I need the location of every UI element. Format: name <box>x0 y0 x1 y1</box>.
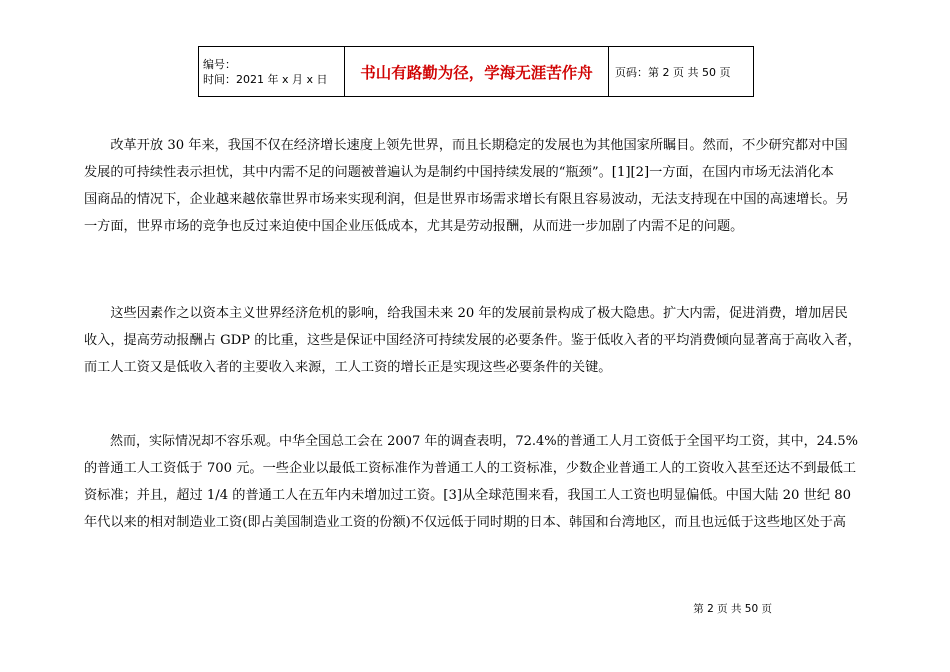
paragraph-1 <box>84 132 864 240</box>
header-motto: 书山有路勤为径，学海无涯苦作舟 <box>345 47 609 97</box>
paragraph-2 <box>84 300 864 381</box>
paragraph-line: 然而，实际情况却不容乐观。中华全国总工会在 2007 年的调查表明，72.4%的普通工人月工资低于全国平均工资，其中，24.5% <box>84 434 858 449</box>
header-info-cell <box>199 47 345 97</box>
paragraph-line: 收入，提高劳动报酬占 GDP 的比重，这些是保证中国经济可持续发展的必要条件。鉴于低收入者的平均消费倾向显著高于高收入者， <box>84 333 861 348</box>
header-page-code: 页码：第 2 页 共 50 页 <box>609 47 754 97</box>
document-header-table <box>198 46 754 97</box>
paragraph-line: 的普通工人工资低于 700 元。一些企业以最低工资标准作为普通工人的工资标准，少数企业普通工人的工资收入甚至还达不到最低工 <box>84 461 857 476</box>
paragraph-line: 国商品的情况下，企业越来越依靠世界市场来实现利润，但是世界市场需求增长有限且容易波动，无法支持现在中国的高速增长。另 <box>84 192 849 207</box>
paragraph-line: 年代以来的相对制造业工资(即占美国制造业工资的份额)不仅远低于同时期的日本、韩国和台湾地区，而且也远低于这些地区处于高 <box>84 515 846 530</box>
paragraph-line: 资标准；并且，超过 1/4 的普通工人在五年内未增加过工资。[3]从全球范围来看，我国工人工资也明显偏低。中国大陆 20 世纪 80 <box>84 488 851 503</box>
paragraph-line: 发展的可持续性表示担忧，其中内需不足的问题被普遍认为是制约中国持续发展的“瓶颈”。[1][2]一方面，在国内市场无法消化本 <box>84 165 834 180</box>
paragraph-3 <box>84 428 864 536</box>
paragraph-line: 这些因素作之以资本主义世界经济危机的影响，给我国未来 20 年的发展前景构成了极大隐患。扩大内需，促进消费，增加居民 <box>84 306 848 321</box>
document-time-label: 时间：2021 年 x 月 x 日 <box>203 72 328 86</box>
document-number-label: 编号： <box>203 57 236 71</box>
page-footer: 第 2 页 共 50 页 <box>693 603 772 615</box>
paragraph-line: 一方面，世界市场的竞争也反过来迫使中国企业压低成本，尤其是劳动报酬，从而进一步加剧了内需不足的问题。 <box>84 219 744 234</box>
paragraph-line: 改革开放 30 年来，我国不仅在经济增长速度上领先世界，而且长期稳定的发展也为其他国家所瞩目。然而，不少研究都对中国 <box>84 138 848 153</box>
paragraph-line: 而工人工资又是低收入者的主要收入来源，工人工资的增长正是实现这些必要条件的关键。 <box>84 360 612 375</box>
